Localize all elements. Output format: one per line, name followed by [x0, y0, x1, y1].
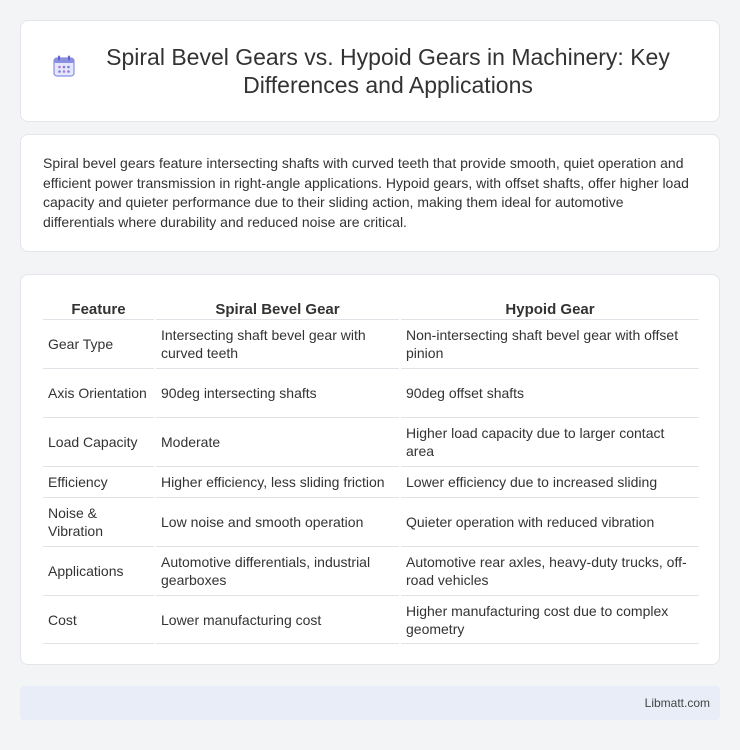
cell-feature: Gear Type — [43, 319, 154, 368]
cell-feature: Efficiency — [43, 466, 154, 497]
cell-hypoid: Higher load capacity due to larger contact area — [401, 417, 699, 466]
intro-paragraph: Spiral bevel gears feature intersecting shafts with curved teeth that provide smooth, quiet operation and efficient power transmission in right-angle applications. Hypoid gears, with offset shafts, offer higher load capacity and quieter performance due to their sliding action, making them ideal for automotive differentials where durability and reduced noise are critical. — [43, 155, 689, 230]
title-card — [20, 20, 720, 122]
page-title: Spiral Bevel Gears vs. Hypoid Gears in Machinery: Key Differences and Applications — [106, 44, 670, 98]
table-row — [43, 595, 699, 644]
cell-feature: Applications — [43, 546, 154, 595]
cell-hypoid: Automotive rear axles, heavy-duty trucks, off-road vehicles — [401, 546, 699, 595]
table-row — [43, 497, 699, 546]
footer-site-link[interactable]: Libmatt.com — [644, 696, 710, 710]
cell-spiral-bevel: 90deg intersecting shafts — [156, 368, 399, 417]
header-hypoid-gear: Hypoid Gear — [505, 300, 595, 318]
cell-hypoid: Higher manufacturing cost due to complex geometry — [401, 595, 699, 644]
table-row — [43, 466, 699, 497]
cell-feature: Cost — [43, 595, 154, 644]
header-spiral-bevel-gear: Spiral Bevel Gear — [215, 300, 340, 318]
footer-bar — [20, 686, 720, 720]
cell-feature: Load Capacity — [43, 417, 154, 466]
header-feature: Feature — [71, 300, 126, 318]
table-row — [43, 319, 699, 368]
cell-spiral-bevel: Moderate — [156, 417, 399, 466]
comparison-table — [41, 295, 701, 644]
cell-spiral-bevel: Lower manufacturing cost — [156, 595, 399, 644]
table-row — [43, 546, 699, 595]
calendar-icon — [51, 53, 77, 79]
table-row — [43, 417, 699, 466]
table-header-row — [43, 295, 699, 319]
cell-feature: Axis Orientation — [43, 368, 154, 417]
cell-spiral-bevel: Automotive differentials, industrial gearboxes — [156, 546, 399, 595]
cell-hypoid: 90deg offset shafts — [401, 368, 699, 417]
cell-hypoid: Quieter operation with reduced vibration — [401, 497, 699, 546]
cell-spiral-bevel: Higher efficiency, less sliding friction — [156, 466, 399, 497]
cell-hypoid: Non-intersecting shaft bevel gear with offset pinion — [401, 319, 699, 368]
title-wrap — [21, 43, 719, 99]
comparison-card — [20, 274, 720, 665]
cell-spiral-bevel: Low noise and smooth operation — [156, 497, 399, 546]
table-row — [43, 368, 699, 417]
intro-card — [20, 134, 720, 252]
cell-spiral-bevel: Intersecting shaft bevel gear with curved teeth — [156, 319, 399, 368]
cell-hypoid: Lower efficiency due to increased sliding — [401, 466, 699, 497]
cell-feature: Noise & Vibration — [43, 497, 154, 546]
